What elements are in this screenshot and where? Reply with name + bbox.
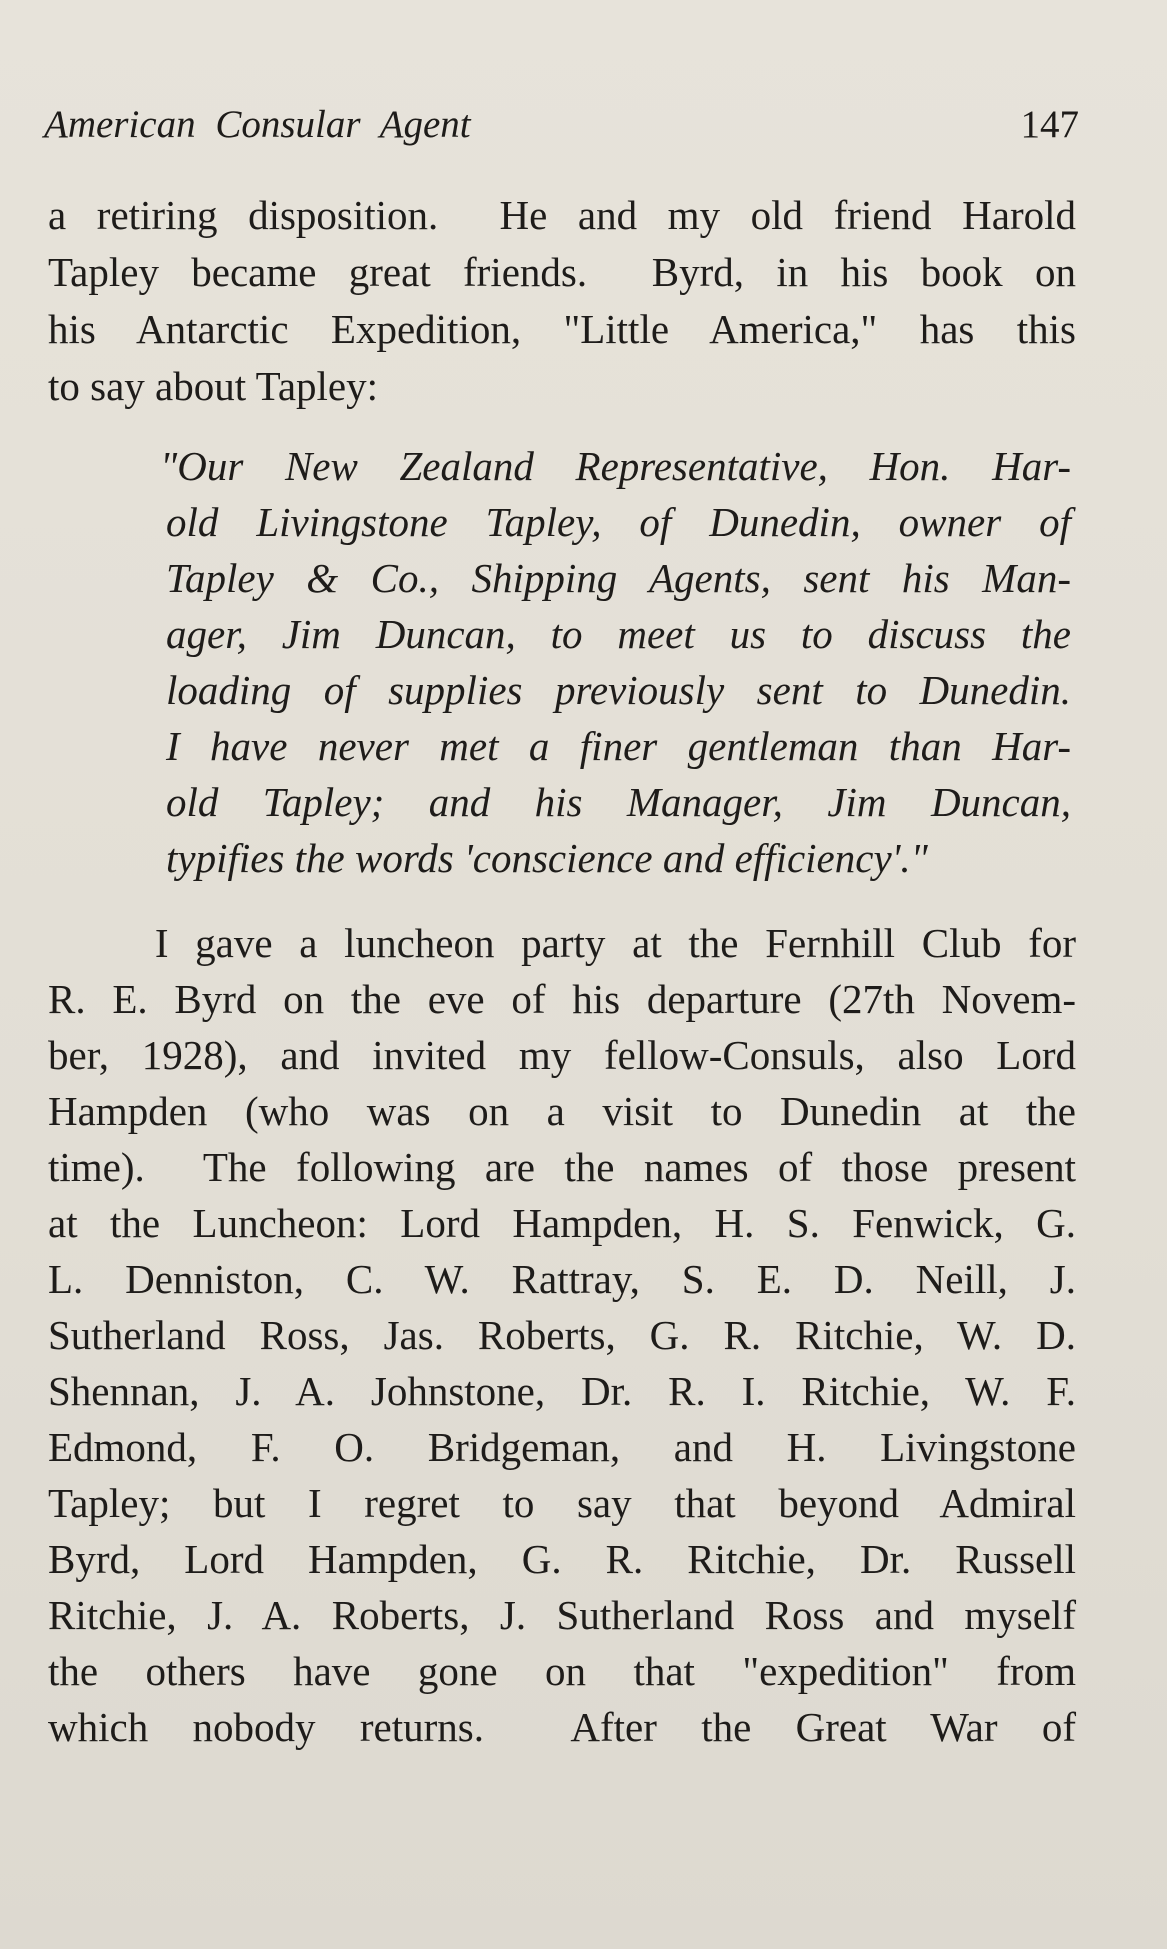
running-title: American Consular Agent	[44, 103, 471, 146]
text-line: Tapley; but I regret to say that beyond Admiral	[48, 1480, 1076, 1526]
quote-line: ager, Jim Duncan, to meet us to discuss the	[166, 611, 1071, 657]
quote-line: typifies the words 'conscience and efficiency'."	[166, 835, 928, 881]
quote-line: Tapley & Co., Shipping Agents, sent his Man-	[166, 555, 1071, 601]
running-head	[44, 100, 1079, 150]
text-line: time). The following are the names of those present	[48, 1144, 1076, 1190]
text-line: which nobody returns. After the Great War of	[48, 1704, 1076, 1750]
text-line: ber, 1928), and invited my fellow-Consuls, also Lord	[48, 1032, 1076, 1078]
text-line: R. E. Byrd on the eve of his departure (27th Novem-	[48, 976, 1076, 1022]
quote-line: "Our New Zealand Representative, Hon. Har-	[160, 443, 1071, 489]
text-line: I gave a luncheon party at the Fernhill Club for	[48, 920, 1076, 966]
text-line: a retiring disposition. He and my old friend Harold	[48, 192, 1076, 238]
text-line: Shennan, J. A. Johnstone, Dr. R. I. Ritchie, W. F.	[48, 1368, 1076, 1414]
text-line: L. Denniston, C. W. Rattray, S. E. D. Neill, J.	[48, 1256, 1076, 1302]
quote-line: old Livingstone Tapley, of Dunedin, owner of	[166, 499, 1071, 545]
text-line: Ritchie, J. A. Roberts, J. Sutherland Ross and myself	[48, 1592, 1076, 1638]
text-line: Tapley became great friends. Byrd, in his book on	[48, 249, 1076, 295]
text-line: Sutherland Ross, Jas. Roberts, G. R. Ritchie, W. D.	[48, 1312, 1076, 1358]
quote-line: loading of supplies previously sent to Dunedin.	[166, 667, 1071, 713]
text-line: to say about Tapley:	[48, 363, 379, 409]
page-number: 147	[1020, 103, 1079, 146]
text-line: his Antarctic Expedition, "Little America," has this	[48, 306, 1076, 352]
text-line: at the Luncheon: Lord Hampden, H. S. Fenwick, G.	[48, 1200, 1076, 1246]
text-line: the others have gone on that "expedition" from	[48, 1648, 1076, 1694]
text-line: Hampden (who was on a visit to Dunedin at the	[48, 1088, 1076, 1134]
quote-line: old Tapley; and his Manager, Jim Duncan,	[166, 779, 1071, 825]
text-line: Byrd, Lord Hampden, G. R. Ritchie, Dr. Russell	[48, 1536, 1076, 1582]
quote-line: I have never met a finer gentleman than Har-	[166, 723, 1071, 769]
text-line: Edmond, F. O. Bridgeman, and H. Livingstone	[48, 1424, 1076, 1470]
